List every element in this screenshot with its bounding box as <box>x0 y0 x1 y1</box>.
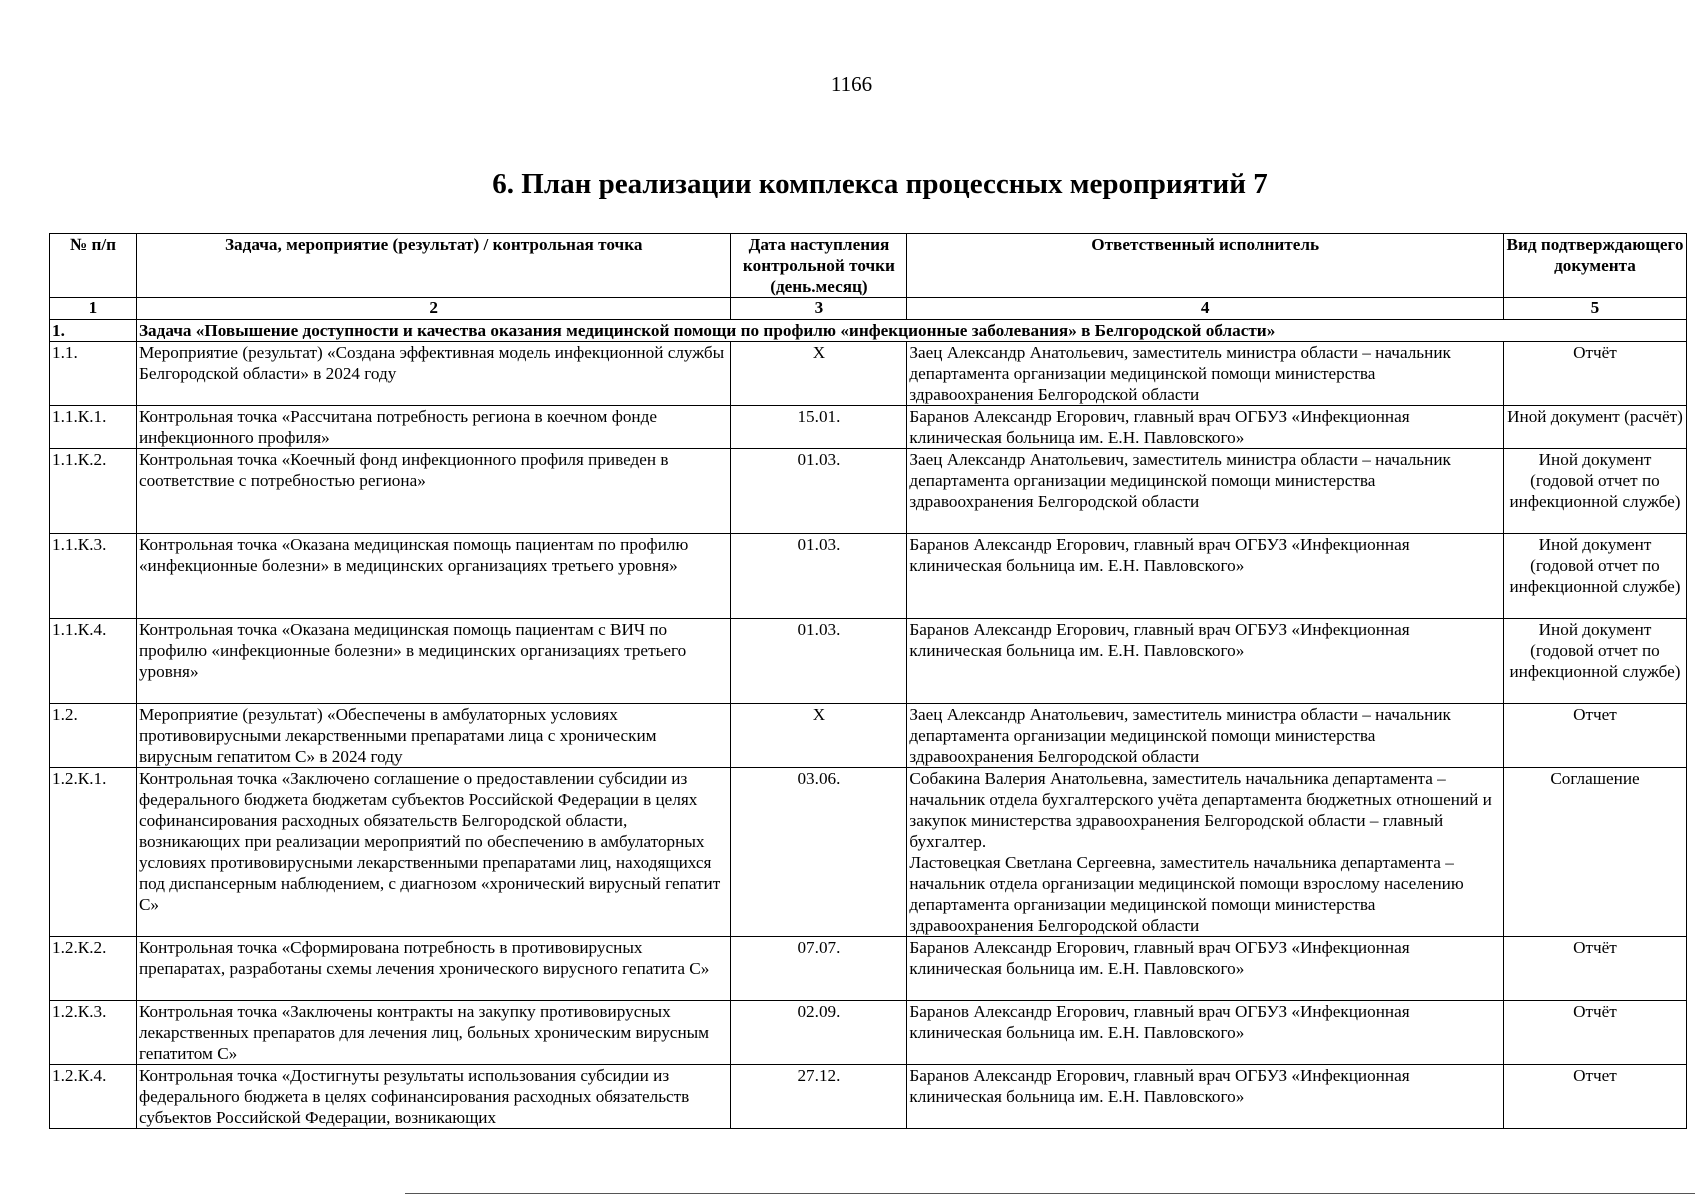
row-num: 1.1.К.4. <box>50 619 137 704</box>
row-num: 1.2. <box>50 704 137 768</box>
column-number: 1 <box>50 298 137 320</box>
row-text: Контрольная точка «Сформирована потребность в противовирусных препаратах, разработаны схемы лечения хронического вирусного гепатита С» <box>136 937 731 1001</box>
row-num: 1.2.К.3. <box>50 1001 137 1065</box>
responsible-person-1: Собакина Валерия Анатольевна, заместитель начальника департамента – начальник отдела бухгалтерского учёта департамента бюджетных отношений и закупок министерства здравоохранения Белгородской области – главный бухгалтер. <box>909 769 1492 851</box>
row-doc-type: Отчёт <box>1503 1001 1686 1065</box>
table-row <box>50 937 1687 1001</box>
row-num: 1.2.К.2. <box>50 937 137 1001</box>
row-responsible: Баранов Александр Егорович, главный врач ОГБУЗ «Инфекционная клиническая больница им. Е.Н. Павловского» <box>907 937 1504 1001</box>
row-doc-type: Иной документ (годовой отчет по инфекционной службе) <box>1503 449 1686 534</box>
row-text: Контрольная точка «Рассчитана потребность региона в коечном фонде инфекционного профиля» <box>136 406 731 449</box>
table-row <box>50 1001 1687 1065</box>
header-row <box>50 234 1687 298</box>
row-date: 01.03. <box>731 534 907 619</box>
column-number: 5 <box>1503 298 1686 320</box>
table-row <box>50 449 1687 534</box>
row-responsible: Заец Александр Анатольевич, заместитель министра области – начальник департамента организации медицинской помощи министерства здравоохранения Белгородской области <box>907 449 1504 534</box>
row-text: Мероприятие (результат) «Создана эффективная модель инфекционной службы Белгородской области» в 2024 году <box>136 342 731 406</box>
row-responsible: Баранов Александр Егорович, главный врач ОГБУЗ «Инфекционная клиническая больница им. Е.Н. Павловского» <box>907 1065 1504 1129</box>
row-doc-type: Иной документ (годовой отчет по инфекционной службе) <box>1503 619 1686 704</box>
row-doc-type: Иной документ (годовой отчет по инфекционной службе) <box>1503 534 1686 619</box>
row-num: 1.2.К.4. <box>50 1065 137 1129</box>
row-responsible: Заец Александр Анатольевич, заместитель министра области – начальник департамента организации медицинской помощи министерства здравоохранения Белгородской области <box>907 342 1504 406</box>
row-doc-type: Отчёт <box>1503 342 1686 406</box>
page-title: 6. План реализации комплекса процессных мероприятий 7 <box>492 168 1268 200</box>
row-doc-type: Отчёт <box>1503 937 1686 1001</box>
row-date: 07.07. <box>731 937 907 1001</box>
row-date: X <box>731 704 907 768</box>
header-doc-type: Вид подтверждающего документа <box>1503 234 1686 298</box>
table-row <box>50 619 1687 704</box>
row-text: Контрольная точка «Заключены контракты на закупку противовирусных лекарственных препаратов для лечения лиц, больных хроническим вирусным гепатитом С» <box>136 1001 731 1065</box>
row-doc-type: Соглашение <box>1503 768 1686 937</box>
row-num: 1.1.К.3. <box>50 534 137 619</box>
header-num: № п/п <box>50 234 137 298</box>
row-text: Контрольная точка «Заключено соглашение о предоставлении субсидии из федерального бюджета бюджетам субъектов Российской Федерации в целях софинансирования расходных обязательств Белгородской области, возникающих при реализации мероприятий по обеспечению в амбулаторных условиях противовирусными лекарственными препаратами лиц, находящихся под диспансерным наблюдением, с диагнозом «хронический вирусный гепатит С» <box>136 768 731 937</box>
table-row <box>50 704 1687 768</box>
row-num: 1.1.К.2. <box>50 449 137 534</box>
row-responsible: Заец Александр Анатольевич, заместитель министра области – начальник департамента организации медицинской помощи министерства здравоохранения Белгородской области <box>907 704 1504 768</box>
row-doc-type: Иной документ (расчёт) <box>1503 406 1686 449</box>
table-row <box>50 1065 1687 1129</box>
table-row <box>50 406 1687 449</box>
row-responsible <box>907 768 1504 937</box>
row-responsible: Баранов Александр Егорович, главный врач ОГБУЗ «Инфекционная клиническая больница им. Е.Н. Павловского» <box>907 619 1504 704</box>
header-task: Задача, мероприятие (результат) / контрольная точка <box>136 234 731 298</box>
table-row <box>50 342 1687 406</box>
row-num: 1.1.К.1. <box>50 406 137 449</box>
row-responsible: Баранов Александр Егорович, главный врач ОГБУЗ «Инфекционная клиническая больница им. Е.Н. Павловского» <box>907 534 1504 619</box>
row-text: Контрольная точка «Оказана медицинская помощь пациентам по профилю «инфекционные болезни» в медицинских организациях третьего уровня» <box>136 534 731 619</box>
column-number: 2 <box>136 298 731 320</box>
table-row <box>50 768 1687 937</box>
row-responsible: Баранов Александр Егорович, главный врач ОГБУЗ «Инфекционная клиническая больница им. Е.Н. Павловского» <box>907 406 1504 449</box>
plan-table <box>49 233 1687 1129</box>
task-num: 1. <box>50 320 137 342</box>
column-number: 4 <box>907 298 1504 320</box>
row-num: 1.2.К.1. <box>50 768 137 937</box>
row-text: Контрольная точка «Достигнуты результаты использования субсидии из федерального бюджета в целях софинансирования расходных обязательств субъектов Российской Федерации, возникающих <box>136 1065 731 1129</box>
row-doc-type: Отчет <box>1503 1065 1686 1129</box>
row-date: 01.03. <box>731 619 907 704</box>
row-doc-type: Отчет <box>1503 704 1686 768</box>
row-responsible: Баранов Александр Егорович, главный врач ОГБУЗ «Инфекционная клиническая больница им. Е.Н. Павловского» <box>907 1001 1504 1065</box>
row-date: 01.03. <box>731 449 907 534</box>
row-date: 02.09. <box>731 1001 907 1065</box>
responsible-person-2: Ластовецкая Светлана Сергеевна, заместитель начальника департамента – начальник отдела организации медицинской помощи взрослому населению департамента организации медицинской помощи министерства здравоохранения Белгородской области <box>909 853 1464 935</box>
table-row <box>50 534 1687 619</box>
scan-edge-line <box>405 1193 1695 1194</box>
row-date: 27.12. <box>731 1065 907 1129</box>
row-text: Мероприятие (результат) «Обеспечены в амбулаторных условиях противовирусными лекарственными препаратами лица с хроническим вирусным гепатитом С» в 2024 году <box>136 704 731 768</box>
column-number-row <box>50 298 1687 320</box>
header-date: Дата наступления контрольной точки (день.месяц) <box>731 234 907 298</box>
row-date: 03.06. <box>731 768 907 937</box>
row-text: Контрольная точка «Коечный фонд инфекционного профиля приведен в соответствие с потребностью региона» <box>136 449 731 534</box>
row-date: X <box>731 342 907 406</box>
task-title: Задача «Повышение доступности и качества оказания медицинской помощи по профилю «инфекционные заболевания» в Белгородской области» <box>136 320 1686 342</box>
column-number: 3 <box>731 298 907 320</box>
row-date: 15.01. <box>731 406 907 449</box>
page-number: 1166 <box>830 72 873 96</box>
header-responsible: Ответственный исполнитель <box>907 234 1504 298</box>
row-num: 1.1. <box>50 342 137 406</box>
row-text: Контрольная точка «Оказана медицинская помощь пациентам с ВИЧ по профилю «инфекционные болезни» в медицинских организациях третьего уровня» <box>136 619 731 704</box>
task-row <box>50 320 1687 342</box>
